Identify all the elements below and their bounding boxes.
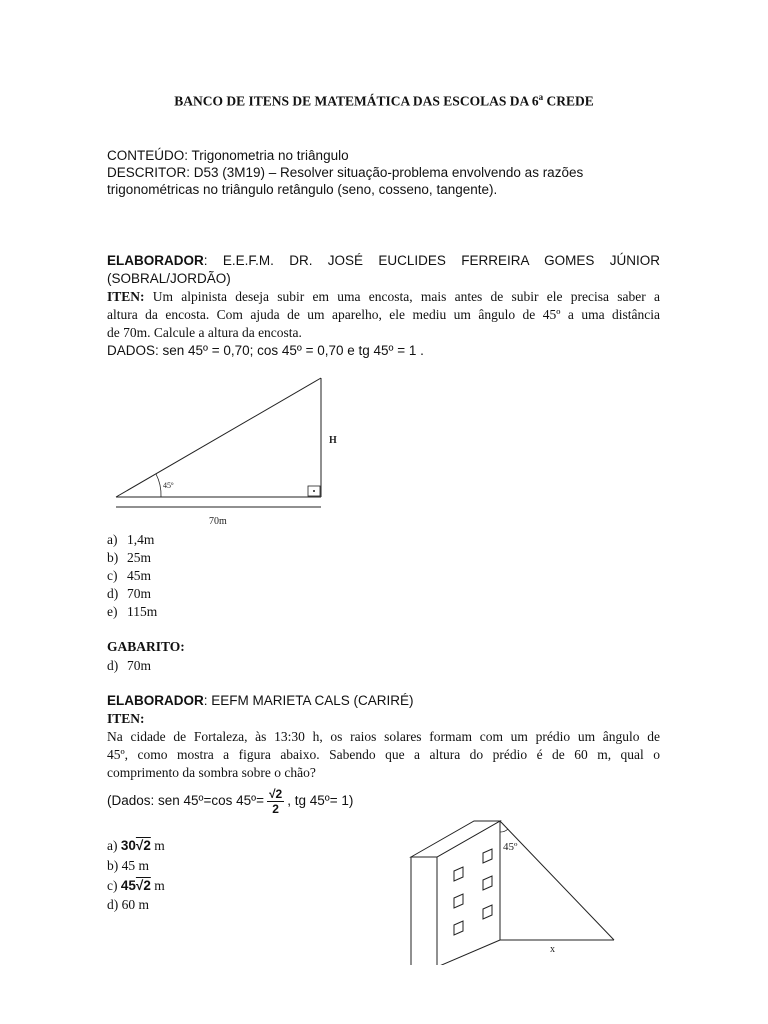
elaborador-text: : EEFM MARIETA CALS (CARIRÉ) bbox=[203, 693, 414, 708]
item1-question-line-3: de 70m. Calcule a altura da encosta. bbox=[107, 325, 302, 340]
angle-arc bbox=[500, 829, 508, 832]
elaborador-text: : E.E.F.M. DR. JOSÉ EUCLIDES FERREIRA GOMES JÚNIOR bbox=[203, 253, 660, 268]
item1-dados: DADOS: sen 45º = 0,70; cos 45º = 0,70 e tg 45º = 1 . bbox=[107, 343, 424, 358]
item1-option-b[interactable]: b) 25m bbox=[107, 550, 152, 565]
page-title bbox=[0, 92, 768, 110]
item1-option-d[interactable]: d) 70m bbox=[107, 586, 152, 601]
item1-question-line-1 bbox=[107, 288, 660, 306]
item2-iten-label: ITEN: bbox=[107, 711, 145, 726]
crede-superscript: a bbox=[538, 92, 544, 102]
item1-question-line-2: altura da encosta. Com ajuda de um aparelho, ele mediu um ângulo de 45º a uma distância bbox=[107, 307, 660, 322]
item1-option-a[interactable]: a) 1,4m bbox=[107, 532, 155, 547]
dados-prefix: (Dados: sen 45º=cos 45º= bbox=[107, 793, 264, 808]
item2-question-line-3: comprimento da sombra sobre o chão? bbox=[107, 765, 316, 780]
sun-ray-line bbox=[500, 821, 614, 940]
sqrt2-over-2-fraction: $\frac{√2}{2}$ bbox=[268, 786, 283, 816]
item2-option-b[interactable]: b) 45 m bbox=[107, 858, 150, 873]
item2-option-c[interactable]: c) 45√2 m bbox=[107, 878, 165, 893]
item1-elaborador-line-2: (SOBRAL/JORDÃO) bbox=[107, 271, 231, 286]
item2-elaborador bbox=[107, 692, 414, 709]
item2-question-line-1: Na cidade de Fortaleza, às 13:30 h, os raios solares formam com um prédio um ângulo de bbox=[107, 729, 660, 744]
item2-question-line-2: 45º, como mostra a figura abaixo. Sabendo que a altura do prédio é de 60 m, qual o bbox=[107, 747, 660, 762]
crede-word: CREDE bbox=[546, 93, 594, 109]
item1-elaborador-line-1 bbox=[107, 252, 660, 270]
height-label: H bbox=[329, 435, 337, 446]
question-text: Um alpinista deseja subir em uma encosta, mais antes de subir ele precisa saber a bbox=[144, 289, 660, 304]
gabarito-label: GABARITO: bbox=[107, 639, 185, 654]
conteudo-line: CONTEÚDO: Trigonometria no triângulo bbox=[107, 148, 349, 163]
item2-option-a[interactable]: a) 30√2 m bbox=[107, 838, 165, 853]
gabarito-answer: d) 70m bbox=[107, 658, 152, 673]
item2-option-d[interactable]: d) 60 m bbox=[107, 897, 150, 912]
right-angle-dot bbox=[313, 490, 315, 492]
item1-option-e[interactable]: e) 115m bbox=[107, 604, 158, 619]
item2-building-figure bbox=[405, 815, 625, 965]
base-label: 70m bbox=[209, 516, 227, 527]
item2-dados bbox=[107, 783, 353, 819]
building-front-face bbox=[411, 857, 437, 965]
crede-number: 6 bbox=[531, 93, 539, 109]
shadow-length-label: x bbox=[550, 944, 555, 955]
angle-label: 45º bbox=[163, 481, 174, 490]
descritor-line-1: DESCRITOR: D53 (3M19) – Resolver situação-problema envolvendo as razões bbox=[107, 165, 584, 180]
iten-label: ITEN: bbox=[107, 289, 145, 304]
page-title-text: BANCO DE ITENS DE MATEMÁTICA DAS ESCOLAS DA bbox=[174, 93, 529, 109]
dados-suffix: , tg 45º= 1) bbox=[287, 793, 354, 808]
elaborador-label: ELABORADOR bbox=[107, 253, 204, 268]
item1-triangle-figure bbox=[100, 370, 340, 530]
descritor-line-2: trigonométricas no triângulo retângulo (seno, cosseno, tangente). bbox=[107, 182, 498, 197]
angle-arc bbox=[156, 474, 161, 497]
item1-option-c[interactable]: c) 45m bbox=[107, 568, 152, 583]
hypotenuse-line bbox=[116, 378, 321, 497]
angle-label: 45º bbox=[503, 841, 518, 853]
elaborador-label: ELABORADOR bbox=[107, 693, 204, 708]
